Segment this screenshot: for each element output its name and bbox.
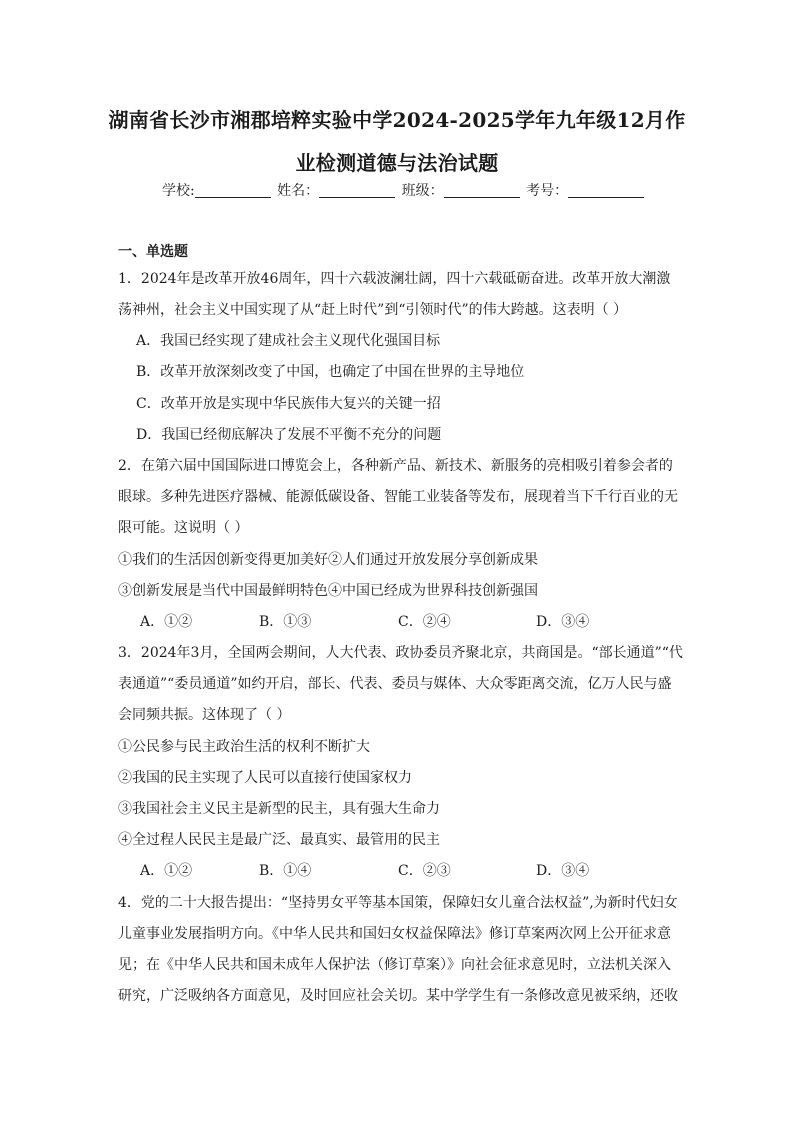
exam-number-blank[interactable]: [568, 183, 644, 198]
page-title-line2: 业检测道德与法治试题: [295, 151, 499, 175]
q3-option-b[interactable]: B．①④: [259, 863, 312, 879]
q1-option-c[interactable]: C．改革开放是实现中华民族伟大复兴的关键一招: [136, 396, 441, 412]
q3-stem-line: 会同频共振。这体现了（ ）: [118, 707, 291, 723]
q2-statement: ③创新发展是当代中国最鲜明特色④中国已经成为世界科技创新强国: [118, 583, 538, 599]
q2-statement: ①我们的生活因创新变得更加美好②人们通过开放发展分享创新成果: [118, 552, 538, 568]
q2-stem-line: 限可能。这说明（ ）: [118, 520, 249, 536]
q4-stem-line: 见；在《中华人民共和国未成年人保护法（修订草案）》向社会征求意见时，立法机关深入: [118, 957, 671, 973]
q3-option-d[interactable]: D．③④: [536, 863, 590, 879]
q2-stem-line: 眼球。多种先进医疗器械、能源低碳设备、智能工业装备等发布，展现着当下千行百业的无: [118, 489, 678, 505]
exam-number-label: 考号：: [526, 183, 569, 199]
q3-statement: ③我国社会主义民主是新型的民主，具有强大生命力: [118, 801, 440, 817]
q1-option-a[interactable]: A．我国已经实现了建成社会主义现代化强国目标: [136, 333, 441, 349]
q1-option-b[interactable]: B．改革开放深刻改变了中国，也确定了中国在世界的主导地位: [136, 364, 525, 380]
class-blank[interactable]: [444, 183, 520, 198]
q3-statement: ②我国的民主实现了人民可以直接行使国家权力: [118, 770, 412, 786]
section-heading: 一、单选题: [118, 244, 188, 260]
class-label: 班级：: [401, 183, 444, 199]
q3-statement: ④全过程人民民主是最广泛、最真实、最管用的民主: [118, 832, 440, 848]
q4-stem-line: 儿童事业发展指明方向。《中华人民共和国妇女权益保障法》修订草案两次网上公开征求意: [118, 926, 671, 942]
q1-stem-line: 1．2024年是改革开放46周年，四十六载波澜壮阔，四十六载砥砺奋进。改革开放大潮激: [118, 271, 671, 287]
q2-option-a[interactable]: A．①②: [140, 614, 193, 630]
q3-stem-line: 3．2024年3月，全国两会期间，人大代表、政协委员齐聚北京，共商国是。“部长通道”“代: [118, 645, 683, 661]
q3-stem-line: 表通道”“委员通道”如约开启，部长、代表、委员与媒体、大众零距离交流，亿万人民与盛: [118, 676, 672, 692]
name-label: 姓名：: [277, 183, 320, 199]
q4-stem-line: 4．党的二十大报告提出：“坚持男女平等基本国策，保障妇女儿童合法权益”,为新时代妇女: [118, 895, 678, 911]
page-title-line1: 湖南省长沙市湘郡培粹实验中学2024-2025学年九年级12月作: [108, 108, 686, 132]
q3-option-c[interactable]: C．②③: [398, 863, 451, 879]
school-blank[interactable]: [195, 183, 271, 198]
q2-option-c[interactable]: C．②④: [398, 614, 451, 630]
q3-statement: ①公民参与民主政治生活的权利不断扩大: [118, 739, 370, 755]
student-info-row: [162, 180, 642, 200]
q4-stem-line: 研究，广泛吸纳各方面意见，及时回应社会关切。某中学学生有一条修改意见被采纳，还收: [118, 988, 678, 1004]
q2-option-d[interactable]: D．③④: [536, 614, 590, 630]
q1-stem-line: 荡神州，社会主义中国实现了从“赶上时代”到“引领时代”的伟大跨越。这表明（ ）: [118, 302, 628, 318]
school-label: 学校:: [162, 183, 195, 199]
name-blank[interactable]: [319, 183, 395, 198]
q2-stem-line: 2．在第六届中国国际进口博览会上，各种新产品、新技术、新服务的亮相吸引着参会者的: [118, 458, 673, 474]
q3-option-a[interactable]: A．①②: [140, 863, 193, 879]
q1-option-d[interactable]: D．我国已经彻底解决了发展不平衡不充分的问题: [136, 427, 442, 443]
q2-option-b[interactable]: B．①③: [259, 614, 312, 630]
